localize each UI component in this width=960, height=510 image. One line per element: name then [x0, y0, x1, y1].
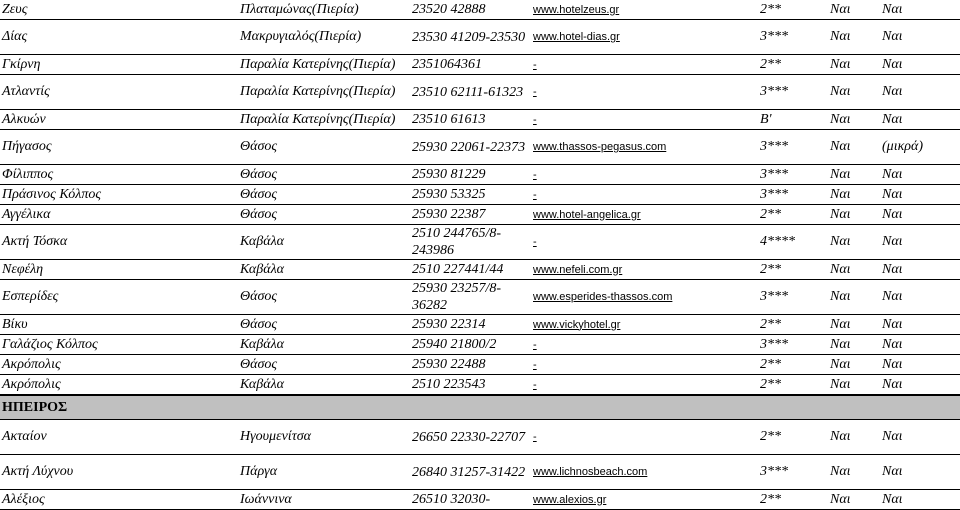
- hotel-website-link[interactable]: www.vickyhotel.gr: [533, 318, 621, 331]
- hotel-website-cell: [533, 185, 758, 204]
- hotel-location: Παραλία Κατερίνης(Πιερία): [240, 84, 396, 99]
- hotel-website-link[interactable]: www.alexios.gr: [533, 493, 607, 506]
- table-row: [0, 420, 960, 455]
- hotel-name: Πράσινος Κόλπος: [2, 186, 102, 202]
- hotel-website-cell: [533, 355, 758, 374]
- hotel-website-link[interactable]: -: [533, 338, 537, 351]
- hotel-col1: Ναι: [830, 464, 851, 479]
- hotel-stars: 3***: [760, 289, 788, 304]
- hotel-stars: 2**: [760, 56, 781, 72]
- hotel-location: Παραλία Κατερίνης(Πιερία): [240, 111, 396, 127]
- hotel-phone: 2510 223543: [412, 377, 486, 392]
- hotel-website-link[interactable]: www.hotel-dias.gr: [533, 31, 620, 43]
- table-row: [0, 315, 960, 335]
- hotel-col2: Ναι: [882, 206, 903, 222]
- table-row: [0, 205, 960, 225]
- hotel-name: Αγγέλικα: [2, 206, 51, 222]
- hotel-phone: 2510 244765/8-243986: [412, 226, 502, 258]
- hotel-name: Εσπερίδες: [2, 289, 59, 304]
- table-row: [0, 335, 960, 355]
- table-row: [0, 185, 960, 205]
- hotel-name: Αλέξιος: [2, 491, 45, 507]
- hotel-col1: Ναι: [830, 376, 851, 392]
- hotel-name: Ακρόπολις: [2, 356, 61, 372]
- hotel-name: Ακρόπολις: [2, 376, 61, 392]
- hotel-phone: 23510 62111-61323: [412, 84, 524, 100]
- hotel-col2: Ναι: [882, 84, 903, 99]
- table-row: [0, 280, 960, 315]
- hotel-name: Νεφέλη: [2, 261, 44, 277]
- hotel-col1: Ναι: [830, 111, 851, 127]
- hotel-website-link[interactable]: www.hotel-angelica.gr: [533, 208, 641, 221]
- hotel-phone: 26840 31257-31422: [412, 464, 526, 480]
- hotel-website-cell: [533, 110, 758, 129]
- hotel-website-cell: [533, 55, 758, 74]
- hotel-col1: Ναι: [830, 429, 851, 444]
- table-row: [0, 110, 960, 130]
- hotel-phone: 23510 61613: [412, 112, 486, 127]
- hotel-name: Πήγασος: [2, 139, 52, 154]
- hotel-phone: 25930 81229: [412, 167, 486, 182]
- hotel-phone: 25930 22314: [412, 317, 486, 332]
- hotel-col1: Ναι: [830, 289, 851, 304]
- hotel-col1: Ναι: [830, 234, 851, 249]
- hotel-col2: Ναι: [882, 166, 903, 182]
- hotel-website-link[interactable]: -: [533, 58, 537, 71]
- hotel-phone: 2351064361: [412, 57, 482, 72]
- hotel-col2: Ναι: [882, 29, 903, 44]
- hotel-col1: Ναι: [830, 139, 851, 154]
- hotel-website-cell: [533, 0, 758, 19]
- hotel-phone: 25940 21800/2: [412, 337, 497, 352]
- hotel-phone: 23520 42888: [412, 2, 486, 17]
- hotel-stars: 3***: [760, 186, 788, 202]
- hotel-col1: Ναι: [830, 186, 851, 202]
- hotel-col2: Ναι: [882, 429, 903, 444]
- hotel-name: Βίκυ: [2, 316, 28, 332]
- table-row: [0, 455, 960, 490]
- hotel-name: Αλκυών: [2, 111, 46, 127]
- hotel-location: Θάσος: [240, 206, 278, 222]
- hotel-location: Καβάλα: [240, 261, 285, 277]
- hotel-website-link[interactable]: www.nefeli.com.gr: [533, 263, 623, 276]
- hotel-col2: Ναι: [882, 111, 903, 127]
- hotel-phone: 25930 53325: [412, 187, 486, 202]
- hotel-location: Καβάλα: [240, 336, 285, 352]
- hotel-stars: 2**: [760, 1, 781, 17]
- hotel-stars: 3***: [760, 464, 788, 479]
- hotel-col2: Ναι: [882, 464, 903, 479]
- hotel-col2: (μικρά): [882, 139, 924, 154]
- hotel-col1: Ναι: [830, 336, 851, 352]
- hotel-website-link[interactable]: -: [533, 358, 537, 371]
- hotel-name: Γαλάζιος Κόλπος: [2, 336, 98, 352]
- section-header-row: [0, 395, 960, 420]
- hotel-col2: Ναι: [882, 376, 903, 392]
- hotel-website-link[interactable]: www.hotelzeus.gr: [533, 3, 620, 16]
- hotel-stars: Β': [760, 111, 772, 127]
- hotel-location: Καβάλα: [240, 376, 285, 392]
- hotel-stars: 2**: [760, 316, 781, 332]
- hotel-website-link[interactable]: www.lichnosbeach.com: [533, 466, 648, 478]
- hotel-name: Φίλιππος: [2, 166, 54, 182]
- hotel-website-cell: [533, 165, 758, 184]
- hotel-website-cell: [533, 20, 758, 54]
- hotel-phone: 23530 41209-23530: [412, 29, 526, 45]
- hotel-website-cell: [533, 455, 758, 489]
- hotel-website-cell: [533, 225, 758, 259]
- hotel-col2: Ναι: [882, 234, 903, 249]
- hotel-stars: 3***: [760, 139, 788, 154]
- hotel-website-link[interactable]: www.thassos-pegasus.com: [533, 141, 667, 153]
- hotel-col2: Ναι: [882, 316, 903, 332]
- hotel-col1: Ναι: [830, 261, 851, 277]
- hotel-name: Ατλαντίς: [2, 84, 50, 99]
- hotel-phone: 25930 22387: [412, 207, 486, 222]
- hotel-phone: 2510 227441/44: [412, 262, 504, 277]
- hotel-location: Πάργα: [240, 464, 278, 479]
- hotel-col2: Ναι: [882, 491, 903, 507]
- hotel-col1: Ναι: [830, 316, 851, 332]
- hotel-location: Καβάλα: [240, 234, 285, 249]
- table-row: [0, 355, 960, 375]
- hotel-phone: 26510 32030-: [412, 492, 491, 507]
- hotel-col2: Ναι: [882, 356, 903, 372]
- hotel-col1: Ναι: [830, 56, 851, 72]
- hotel-stars: 2**: [760, 206, 781, 222]
- table-row: [0, 55, 960, 75]
- hotel-stars: 2**: [760, 261, 781, 277]
- hotel-website-cell: [533, 260, 758, 279]
- hotel-website-link[interactable]: -: [533, 188, 537, 201]
- hotel-location: Θάσος: [240, 166, 278, 182]
- table-row: [0, 75, 960, 110]
- table-row: [0, 165, 960, 185]
- hotel-stars: 4****: [760, 234, 795, 249]
- hotel-stars: 3***: [760, 84, 788, 99]
- hotel-name: Ακτή Τόσκα: [2, 234, 68, 249]
- hotel-phone: 25930 23257/8-36282: [412, 281, 502, 313]
- hotel-col1: Ναι: [830, 1, 851, 17]
- hotel-col2: Ναι: [882, 289, 903, 304]
- hotel-col2: Ναι: [882, 186, 903, 202]
- hotel-col1: Ναι: [830, 166, 851, 182]
- hotel-stars: 3***: [760, 29, 788, 44]
- hotel-col1: Ναι: [830, 84, 851, 99]
- hotel-col2: Ναι: [882, 336, 903, 352]
- hotel-col2: Ναι: [882, 56, 903, 72]
- hotel-location: Παραλία Κατερίνης(Πιερία): [240, 56, 396, 72]
- table-row: [0, 375, 960, 395]
- hotel-website-cell: [533, 420, 758, 454]
- hotel-website-cell: [533, 335, 758, 354]
- table-row: [0, 260, 960, 280]
- hotel-website-link[interactable]: -: [533, 431, 537, 443]
- hotel-stars: 3***: [760, 336, 788, 352]
- hotel-website-link[interactable]: -: [533, 378, 537, 391]
- hotel-stars: 2**: [760, 376, 781, 392]
- hotel-location: Θάσος: [240, 186, 278, 202]
- table-row: [0, 0, 960, 20]
- hotel-col2: Ναι: [882, 1, 903, 17]
- hotel-name: Ζευς: [2, 1, 28, 17]
- hotel-website-cell: [533, 130, 758, 164]
- hotel-location: Ιωάννινα: [240, 491, 292, 507]
- hotel-website-link[interactable]: -: [533, 113, 537, 126]
- table-row: [0, 490, 960, 510]
- hotel-location: Μακρυγιαλός(Πιερία): [240, 29, 362, 44]
- hotel-website-link[interactable]: -: [533, 86, 537, 98]
- hotel-name: Ακταίον: [2, 429, 47, 444]
- hotel-website-cell: [533, 75, 758, 109]
- hotel-website-link[interactable]: -: [533, 168, 537, 181]
- hotel-col1: Ναι: [830, 206, 851, 222]
- hotel-name: Γκίρνη: [2, 56, 41, 72]
- hotel-stars: 2**: [760, 356, 781, 372]
- hotel-location: Θάσος: [240, 139, 278, 154]
- table-row: [0, 130, 960, 165]
- hotel-website-link[interactable]: -: [533, 236, 537, 248]
- hotel-stars: 3***: [760, 166, 788, 182]
- hotel-location: Ηγουμενίτσα: [240, 429, 311, 444]
- hotel-stars: 2**: [760, 429, 781, 444]
- table-row: [0, 225, 960, 260]
- hotel-col2: Ναι: [882, 261, 903, 277]
- table-row: [0, 20, 960, 55]
- hotel-name: Δίας: [2, 29, 28, 44]
- hotel-location: Θάσος: [240, 316, 278, 332]
- hotel-website-link[interactable]: www.esperides-thassos.com: [533, 291, 673, 303]
- hotel-website-cell: [533, 315, 758, 334]
- section-title: ΗΠΕΙΡΟΣ: [2, 399, 68, 415]
- hotel-col1: Ναι: [830, 356, 851, 372]
- hotel-website-cell: [533, 490, 758, 509]
- hotel-stars: 2**: [760, 491, 781, 507]
- hotel-phone: 25930 22061-22373: [412, 139, 526, 155]
- hotel-col1: Ναι: [830, 491, 851, 507]
- hotel-website-cell: [533, 205, 758, 224]
- hotel-col1: Ναι: [830, 29, 851, 44]
- hotel-phone: 26650 22330-22707: [412, 429, 526, 445]
- hotel-location: Θάσος: [240, 356, 278, 372]
- hotel-location: Θάσος: [240, 289, 278, 304]
- hotel-name: Ακτή Λύχνου: [2, 464, 74, 479]
- hotel-website-cell: [533, 280, 758, 314]
- hotel-phone: 25930 22488: [412, 357, 486, 372]
- hotel-website-cell: [533, 375, 758, 394]
- hotel-location: Πλαταμώνας(Πιερία): [240, 1, 359, 17]
